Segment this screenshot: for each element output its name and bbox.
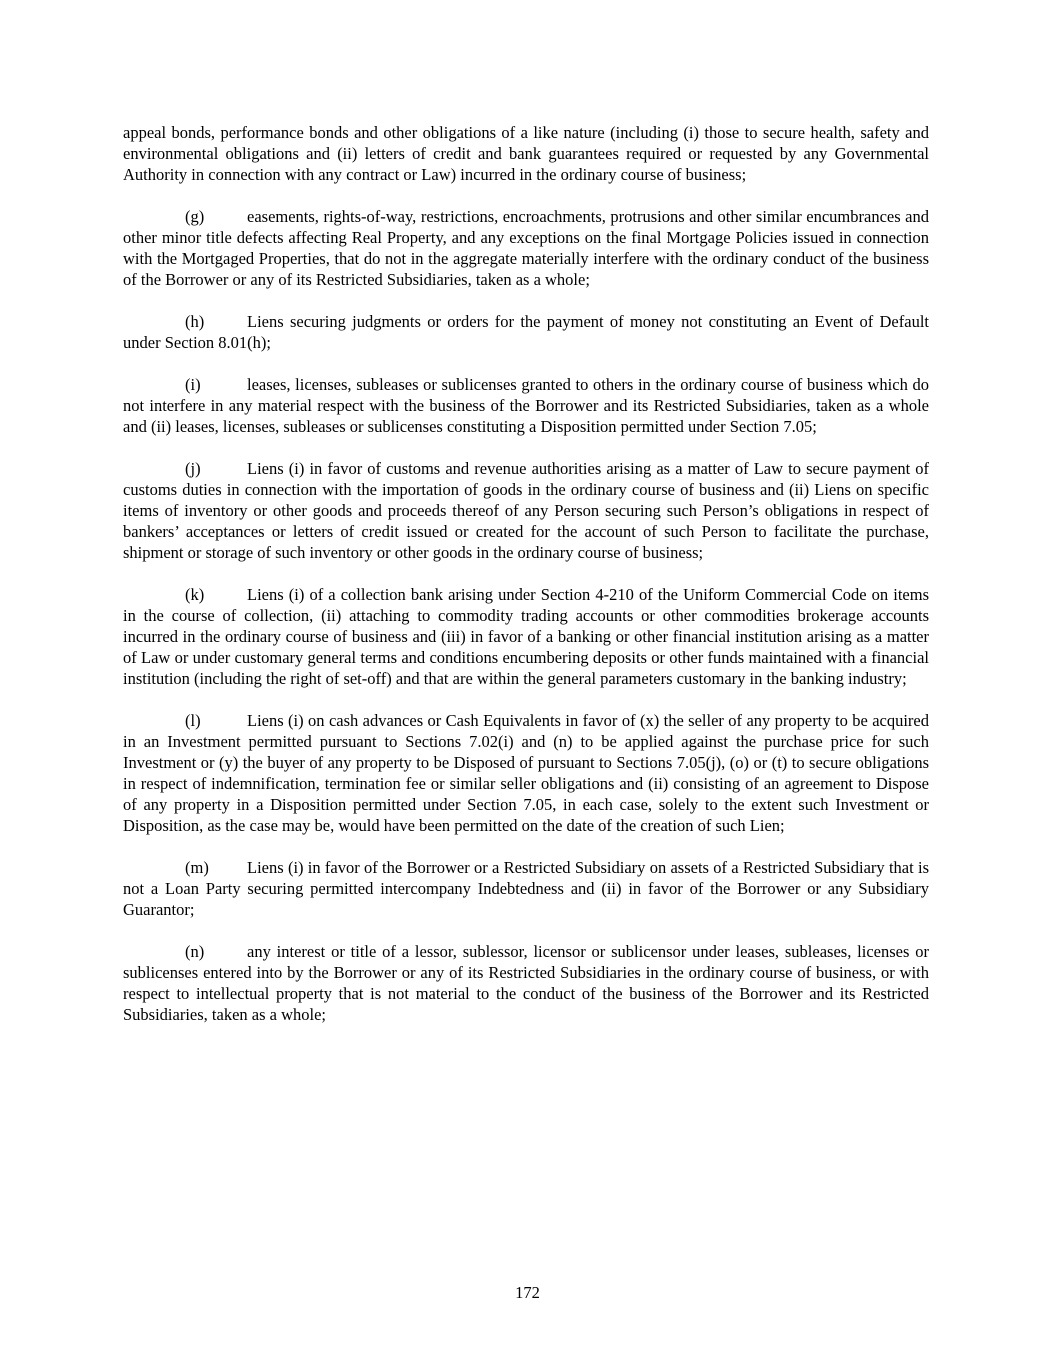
paragraph-text: Liens (i) of a collection bank arising under Section 4-210 of the Uniform Commercial Code on items in the course of collection, (ii) attaching to commodity trading accounts or other commodities brokerage accounts incurred in the ordinary course of business and (iii) in favor of a banking or other financial institution arising as a matter of Law or under customary general terms and conditions encumbering deposits or other funds maintained with a financial institution (including the right of set-off) and that are within the general parameters customary in the banking industry;	[123, 585, 929, 688]
paragraph-label: (j)	[185, 459, 201, 478]
page-number: 172	[515, 1283, 540, 1302]
paragraph-label: (k)	[185, 585, 205, 604]
paragraph-h	[123, 311, 929, 353]
paragraph-label: (i)	[185, 375, 201, 394]
paragraph-j	[123, 458, 929, 563]
paragraph-label: (n)	[185, 942, 205, 961]
paragraph-text: any interest or title of a lessor, sublessor, licensor or sublicensor under leases, subleases, licenses or sublicenses entered into by the Borrower or any of its Restricted Subsidiaries in the ordinary course of business, or with respect to intellectual property that is not material to the conduct of the business of the Borrower and its Restricted Subsidiaries, taken as a whole;	[123, 942, 929, 1024]
paragraph-label: (h)	[185, 312, 205, 331]
paragraph-text: easements, rights-of-way, restrictions, encroachments, protrusions and other similar encumbrances and other minor title defects affecting Real Property, and any exceptions on the final Mortgage Policies issued in connection with the Mortgaged Properties, that do not in the aggregate materially interfere with the ordinary conduct of the business of the Borrower or any of its Restricted Subsidiaries, taken as a whole;	[123, 207, 929, 289]
paragraph-label: (m)	[185, 858, 209, 877]
paragraph-g	[123, 206, 929, 290]
paragraph-n	[123, 941, 929, 1025]
paragraph-k	[123, 584, 929, 689]
paragraph-text: leases, licenses, subleases or sublicenses granted to others in the ordinary course of business which do not interfere in any material respect with the business of the Borrower and its Restricted Subsidiaries, taken as a whole and (ii) leases, licenses, subleases or sublicenses constituting a Disposition permitted under Section 7.05;	[123, 375, 929, 436]
paragraph-text: Liens securing judgments or orders for the payment of money not constituting an Event of Default under Section 8.01(h);	[123, 312, 929, 352]
paragraph-text: appeal bonds, performance bonds and other obligations of a like nature (including (i) those to secure health, safety and environmental obligations and (ii) letters of credit and bank guarantees required or requested by any Governmental Authority in connection with any contract or Law) incurred in the ordinary course of business;	[123, 123, 929, 184]
paragraph-i	[123, 374, 929, 437]
paragraph-text: Liens (i) in favor of customs and revenue authorities arising as a matter of Law to secure payment of customs duties in connection with the importation of goods in the ordinary course of business and (ii) Liens on specific items of inventory or other goods and proceeds thereof of any Person securing such Person’s obligations in respect of bankers’ acceptances or letters of credit issued or created for the account of such Person to facilitate the purchase, shipment or storage of such inventory or other goods in the ordinary course of business;	[123, 459, 929, 562]
paragraph-l	[123, 710, 929, 836]
paragraph-label: (l)	[185, 711, 201, 730]
paragraph-continuation	[123, 122, 929, 185]
paragraph-text: Liens (i) in favor of the Borrower or a Restricted Subsidiary on assets of a Restricted Subsidiary that is not a Loan Party securing permitted intercompany Indebtedness and (ii) in favor of the Borrower or any Subsidiary Guarantor;	[123, 858, 929, 919]
paragraph-label: (g)	[185, 207, 205, 226]
paragraph-text: Liens (i) on cash advances or Cash Equivalents in favor of (x) the seller of any property to be acquired in an Investment permitted pursuant to Sections 7.02(i) and (n) to be applied against the purchase price for such Investment or (y) the buyer of any property to be Disposed of pursuant to Sections 7.05(j), (o) or (t) to secure obligations in respect of indemnification, termination fee or similar seller obligations and (ii) consisting of an agreement to Dispose of any property in a Disposition permitted under Section 7.05, in each case, solely to the extent such Investment or Disposition, as the case may be, would have been permitted on the date of the creation of such Lien;	[123, 711, 929, 835]
paragraph-m	[123, 857, 929, 920]
document-page	[123, 122, 929, 1046]
